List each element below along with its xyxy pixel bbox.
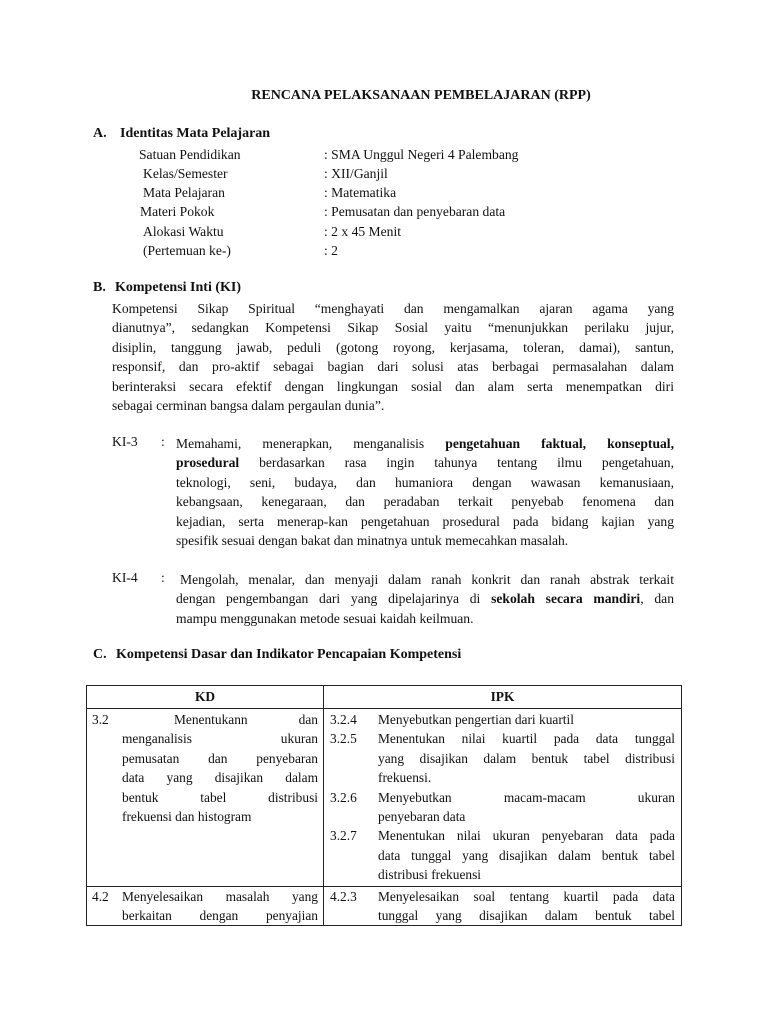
ipk-cell	[324, 709, 682, 887]
kd-line: frekuensi dan histogram	[122, 809, 252, 825]
ipk-number: 3.2.5	[330, 731, 357, 747]
identity-label: Satuan Pendidikan	[139, 147, 241, 162]
ipk-item	[330, 729, 675, 787]
identity-label: Alokasi Waktu	[143, 224, 224, 239]
section-a-title: Identitas Mata Pelajaran	[120, 126, 271, 141]
section-a-number: A.	[93, 126, 107, 141]
identity-value: : 2	[324, 243, 338, 258]
kd-number: 4.2	[92, 889, 109, 904]
identity-label: (Pertemuan ke-)	[143, 243, 231, 258]
paragraph-line: berinteraksi secara efektif dengan lingkungan sosial dan alam serta menempatkan diri	[112, 378, 674, 394]
kd-line: Menyelesaikan masalah yang	[122, 889, 318, 904]
ki4-separator: :	[161, 570, 165, 585]
section-c-number: C.	[93, 647, 107, 662]
ki3-line: kebangsaan, kenegaraan, dan peradaban terkait penyebab fenomena dan	[176, 494, 674, 510]
kd-line: Menentukann dan	[174, 712, 318, 727]
ki4-line: mampu menggunakan metode sesuai kaidah keilmuan.	[176, 610, 474, 626]
kd-cell	[87, 887, 324, 926]
ipk-item	[330, 826, 675, 884]
ipk-cell	[324, 887, 682, 926]
ki3-line-2	[176, 453, 674, 472]
ipk-line: Menyelesaikan soal tentang kuartil pada data	[378, 889, 675, 904]
ipk-line: Menyebutkan macam-macam ukuran	[378, 789, 675, 805]
paragraph-line: disiplin, tanggung jawab, peduli (gotong royong, kerjasama, toleran, damai), santun,	[112, 339, 674, 355]
ipk-number: 3.2.4	[330, 712, 357, 727]
ki3-line: spesifik sesuai dengan bakat dan minatnya untuk memecahkan masalah.	[176, 533, 569, 549]
kd-line: data yang disajikan dalam	[122, 770, 318, 786]
identity-label: Kelas/Semester	[143, 166, 228, 181]
section-c-title: Kompetensi Dasar dan Indikator Pencapaian Kompetensi	[116, 647, 462, 662]
ipk-line: distribusi frekuensi	[378, 867, 482, 883]
ki3-line: teknologi, seni, budaya, dan humaniora dengan wawasan kemanusiaan,	[176, 474, 674, 490]
section-b-title: Kompetensi Inti (KI)	[115, 280, 241, 295]
ki3-text-bold: pengetahuan faktual, konseptual,	[445, 436, 674, 451]
ipk-number: 3.2.7	[330, 828, 357, 844]
table-header-kd: KD	[87, 686, 324, 709]
table-header-ipk: IPK	[324, 686, 682, 709]
ki3-line-1	[176, 434, 674, 453]
ipk-line: penyebaran data	[378, 809, 466, 825]
ki4-text-regular: dengan pengembangan dari yang dipelajarinya di	[176, 591, 492, 607]
ki3-separator: :	[161, 434, 165, 449]
ki3-code: KI-3	[112, 434, 138, 449]
ipk-item	[330, 788, 675, 827]
table-row	[87, 887, 682, 926]
ipk-item	[330, 887, 675, 925]
table-row	[87, 709, 682, 887]
paragraph-line: sebagai cerminan bangsa dalam pergaulan dunia”.	[112, 398, 385, 414]
identity-value: : Pemusatan dan penyebaran data	[324, 204, 506, 219]
section-a-heading	[93, 126, 270, 142]
page-title: RENCANA PELAKSANAAN PEMBELAJARAN (RPP)	[251, 88, 591, 103]
kd-line: pemusatan dan penyebaran	[122, 750, 318, 766]
ki3-line: kejadian, serta menerap-kan pengetahuan prosedural pada bidang kajian yang	[176, 513, 674, 529]
ipk-line: yang disajikan dalam bentuk tabel distribusi	[378, 750, 675, 766]
ki4-text-bold: sekolah secara mandiri	[491, 591, 641, 607]
ki4-code: KI-4	[112, 570, 138, 585]
ipk-line: Menyebutkan pengertian dari kuartil	[378, 712, 574, 727]
kd-line: menganalisis ukuran	[122, 731, 318, 747]
identity-label: Materi Pokok	[140, 204, 215, 219]
kd-cell	[87, 709, 324, 887]
kd-line: bentuk tabel distribusi	[122, 789, 318, 805]
ipk-number: 4.2.3	[330, 889, 357, 904]
ki4-text	[176, 570, 674, 628]
ki3-text-bold: prosedural	[176, 455, 240, 471]
ipk-number: 3.2.6	[330, 789, 357, 805]
ipk-line: tunggal yang disajikan dalam bentuk tabel	[378, 908, 675, 924]
table-header-row	[87, 686, 682, 709]
identity-value: : SMA Unggul Negeri 4 Palembang	[324, 147, 519, 162]
kd-line: berkaitan dengan penyajian	[122, 908, 318, 924]
ki4-line-2	[176, 589, 674, 608]
paragraph-line: dianutnya”, sedangkan Kompetensi Sikap Sosial yaitu “menunjukkan perilaku jujur,	[112, 320, 674, 336]
section-c-heading	[93, 647, 461, 663]
ipk-line: frekuensi.	[378, 770, 432, 786]
paragraph-line: Kompetensi Sikap Spiritual “menghayati dan mengamalkan ajaran agama yang	[112, 301, 674, 316]
section-b-heading	[93, 280, 241, 296]
ki3-text-regular: berdasarkan rasa ingin tahunya tentang ilmu pengetahuan,	[239, 455, 674, 471]
ipk-item	[330, 710, 675, 729]
ki4-text-regular: , dan	[640, 591, 674, 607]
ki3-text-regular: Memahami, menerapkan, menganalisis	[176, 436, 446, 451]
kd-ipk-table	[86, 685, 682, 926]
ipk-line: Menentukan nilai ukuran penyebaran data pada	[378, 828, 675, 844]
ki-intro-paragraph	[112, 299, 674, 415]
identity-value: : 2 x 45 Menit	[324, 224, 402, 239]
ki4-line: Mengolah, menalar, dan menyaji dalam ranah konkrit dan ranah abstrak terkait	[180, 572, 674, 587]
ipk-line: Menentukan nilai kuartil pada data tunggal	[378, 731, 675, 747]
kd-number: 3.2	[92, 712, 109, 727]
ki3-text	[176, 434, 674, 550]
ipk-line: data tunggal yang disajikan dalam bentuk tabel	[378, 847, 675, 863]
identity-label: Mata Pelajaran	[143, 185, 225, 200]
identity-value: : Matematika	[324, 185, 397, 200]
section-b-number: B.	[93, 280, 106, 295]
identity-value: : XII/Ganjil	[324, 166, 388, 181]
paragraph-line: responsif, dan pro-aktif sebagai bagian dari solusi atas berbagai permasalahan dalam	[112, 359, 674, 375]
